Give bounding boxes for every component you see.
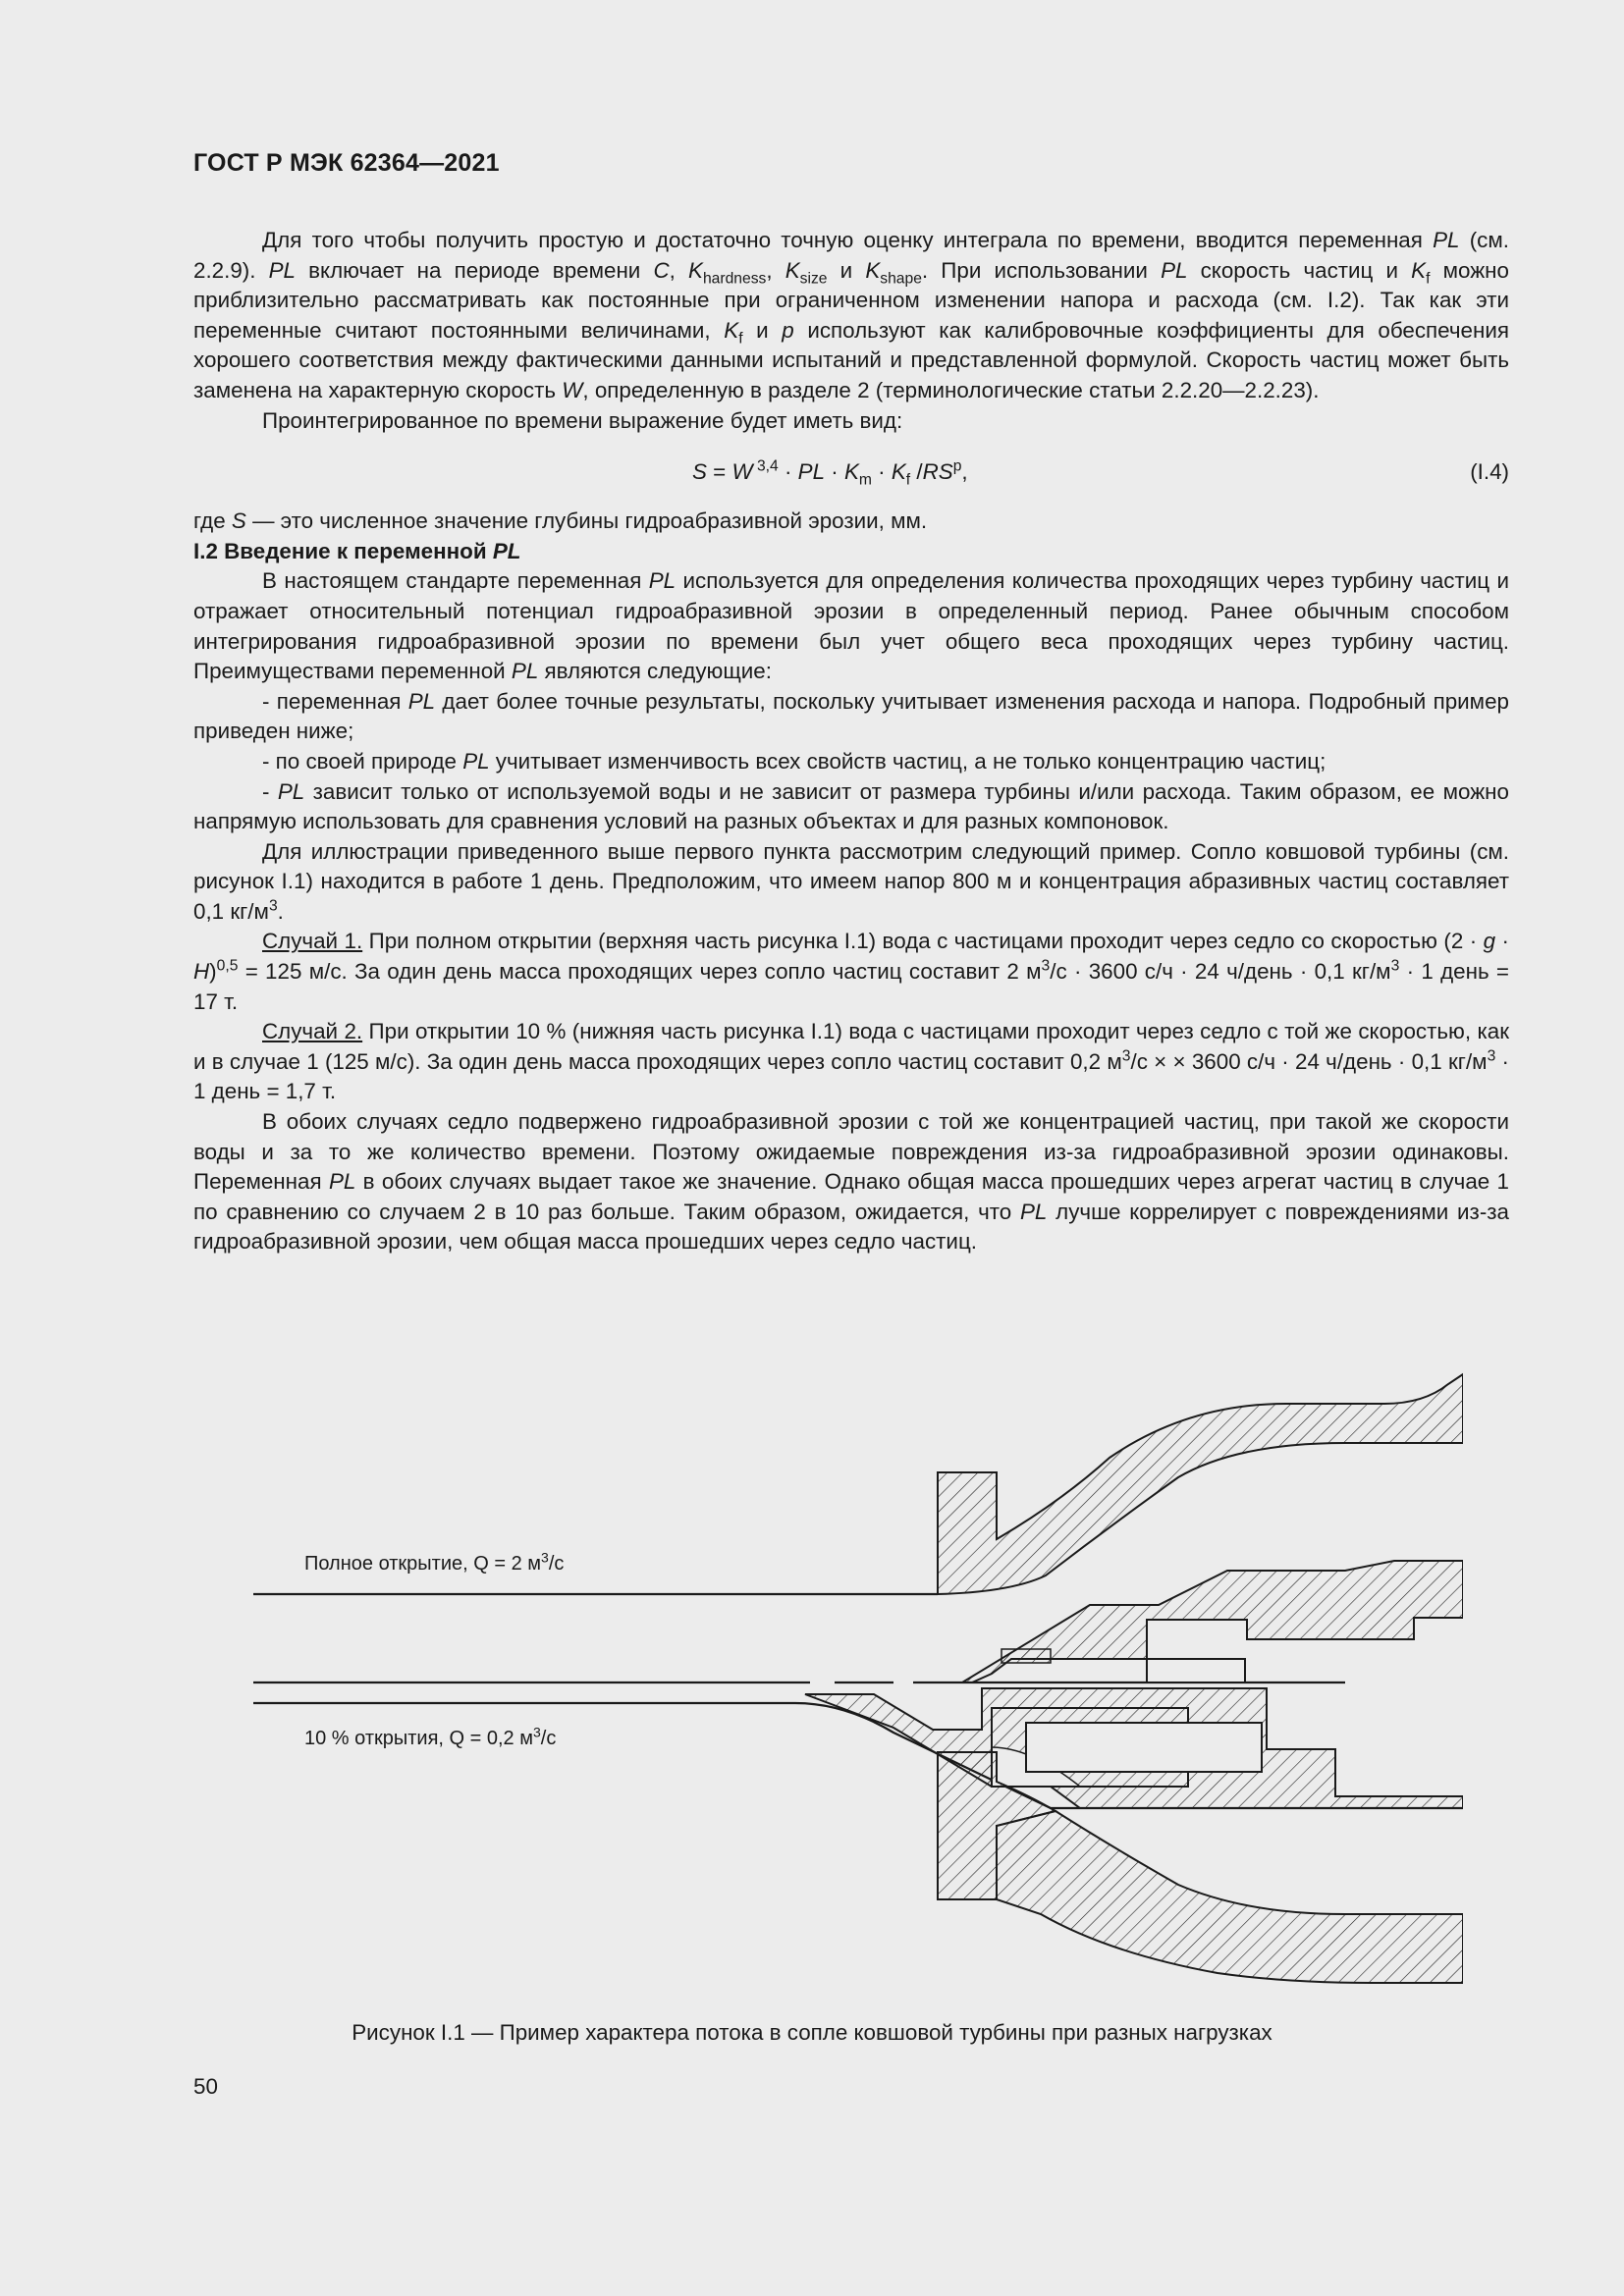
paragraph-conclusion: В обоих случаях седло подвержено гидроабразивной эрозии с той же концентрацией частиц, при такой же скорости воды и за то же количество времени. Поэтому ожидаемые повреждения из-за гидроабразивной эрозии одинаковы. Переменная PL в обоих случаях выдает такое же значение. Однако общая масса прошедших через агрегат частиц в случае 1 по сравнению со случаем 2 в 10 раз больше. Таким образом, ожидается, что PL лучше коррелирует с повреждениями из-за гидроабразивной эрозии, чем общая масса прошедших через седло частиц. [193, 1109, 1510, 1255]
paragraph-where-s: где S — это численное значение глубины гидроабразивной эрозии, мм. [193, 508, 928, 534]
list-item: - переменная PL дает более точные результаты, поскольку учитывает изменения расхода и напора. Подробный пример приведен ниже; [193, 688, 1509, 744]
label-full-opening: Полное открытие, Q = 2 $м^3/с$ [304, 1549, 565, 1575]
page-number: 50 [193, 2074, 218, 2099]
formula-expression: S = W $^{3,4}$ · PL · $K_m \cdot K_f$ $/RS^p$, [692, 457, 968, 489]
paragraph-example: Для иллюстрации приведенного выше первого пункта рассмотрим следующий пример. Сопло ковшовой турбины (см. рисунок I.1) находится в работе 1 день. Предположим, что имеем напор 800 м и концентрация абразивных частиц составляет 0,1 $кг/м^3$. [193, 838, 1509, 924]
paragraph-pl-standard: В настоящем стандарте переменная PL используется для определения количества проходящих через турбину частиц и отражает относительный потенциал гидроабразивной эрозии в определенный период. Ранее обычным способом интегрирования гидроабразивной эрозии по времени был учет общего веса проходящих через турбину частиц. Преимуществами переменной PL являются следующие: [193, 568, 1509, 684]
figure-caption: Рисунок I.1 — Пример характера потока в сопле ковшовой турбины при разных нагрузках [352, 2020, 1272, 2045]
formula-number: (I.4) [1470, 459, 1509, 485]
paragraph-integrated: Проинтегрированное по времени выражение будет иметь вид: [262, 407, 903, 433]
nozzle-drawing [245, 1364, 1463, 2012]
formula-i4 [193, 448, 1509, 507]
document-header: ГОСТ Р МЭК 62364—2021 [193, 149, 500, 177]
label-10-percent-opening: 10 % открытия, Q = 0,2 $м^3/с$ [304, 1724, 557, 1749]
lower-housing-outer [997, 1811, 1463, 1983]
figure-nozzle [245, 1364, 1463, 2012]
paragraph-pl-intro: Для того чтобы получить простую и достаточно точную оценку интеграла по времени, вводится переменная PL (см. 2.2.9). PL включает на периоде времени C, $K_{hardness}$, $K_{size}$ и $K_{shape}$. При использовании PL скорость частиц и $K_f$ можно приблизительно рассматривать как постоянные при ограниченном изменении напора и расхода (см. I.2). Так как эти переменные считают постоянными величинами, $K_f$ и p используют как калибровочные коэффициенты для обеспечения хорошего соответствия между фактическими данными испытаний и представленной формулой. Скорость частиц может быть заменена на характерную скорость W, определенную в разделе 2 (терминологические статьи 2.2.20—2.2.23). [193, 228, 1510, 402]
paragraph-case-1: Случай 1. При полном открытии (верхняя часть рисунка I.1) вода с частицами проходит через седло со скоростью $(2 \cdot g \cdot H)^{0,5} = 125$ м/с. За один день масса проходящих через сопло частиц составит 2 $м^3/с \cdot 3600$ с/ч · 24 ч/день · 0,1 $кг/м^3 \cdot 1$ день = 17 т. [193, 929, 1509, 1014]
list-item: - PL зависит только от используемой воды и не зависит от размера турбины и/или расхода. Таким образом, ее можно напрямую использовать для сравнения условий на разных объектах и для разных компоновок. [193, 778, 1509, 834]
list-item: - по своей природе PL учитывает изменчивость всех свойств частиц, а не только концентрацию частиц; [262, 748, 1326, 774]
body-text [193, 226, 1509, 1257]
section-title: I.2 Введение к переменной PL [193, 538, 521, 563]
paragraph-case-2: Случай 2. При открытии 10 % (нижняя часть рисунка I.1) вода с частицами проходит через седло с той же скоростью, как и в случае 1 (125 м/с). За один день масса проходящих через сопло частиц составит 0,2 $м^3/с$ × × 3600 с/ч · 24 ч/день · 0,1 $кг/м^3 \cdot 1$ день = 1,7 т. [193, 1019, 1510, 1104]
upper-housing [938, 1374, 1463, 1594]
